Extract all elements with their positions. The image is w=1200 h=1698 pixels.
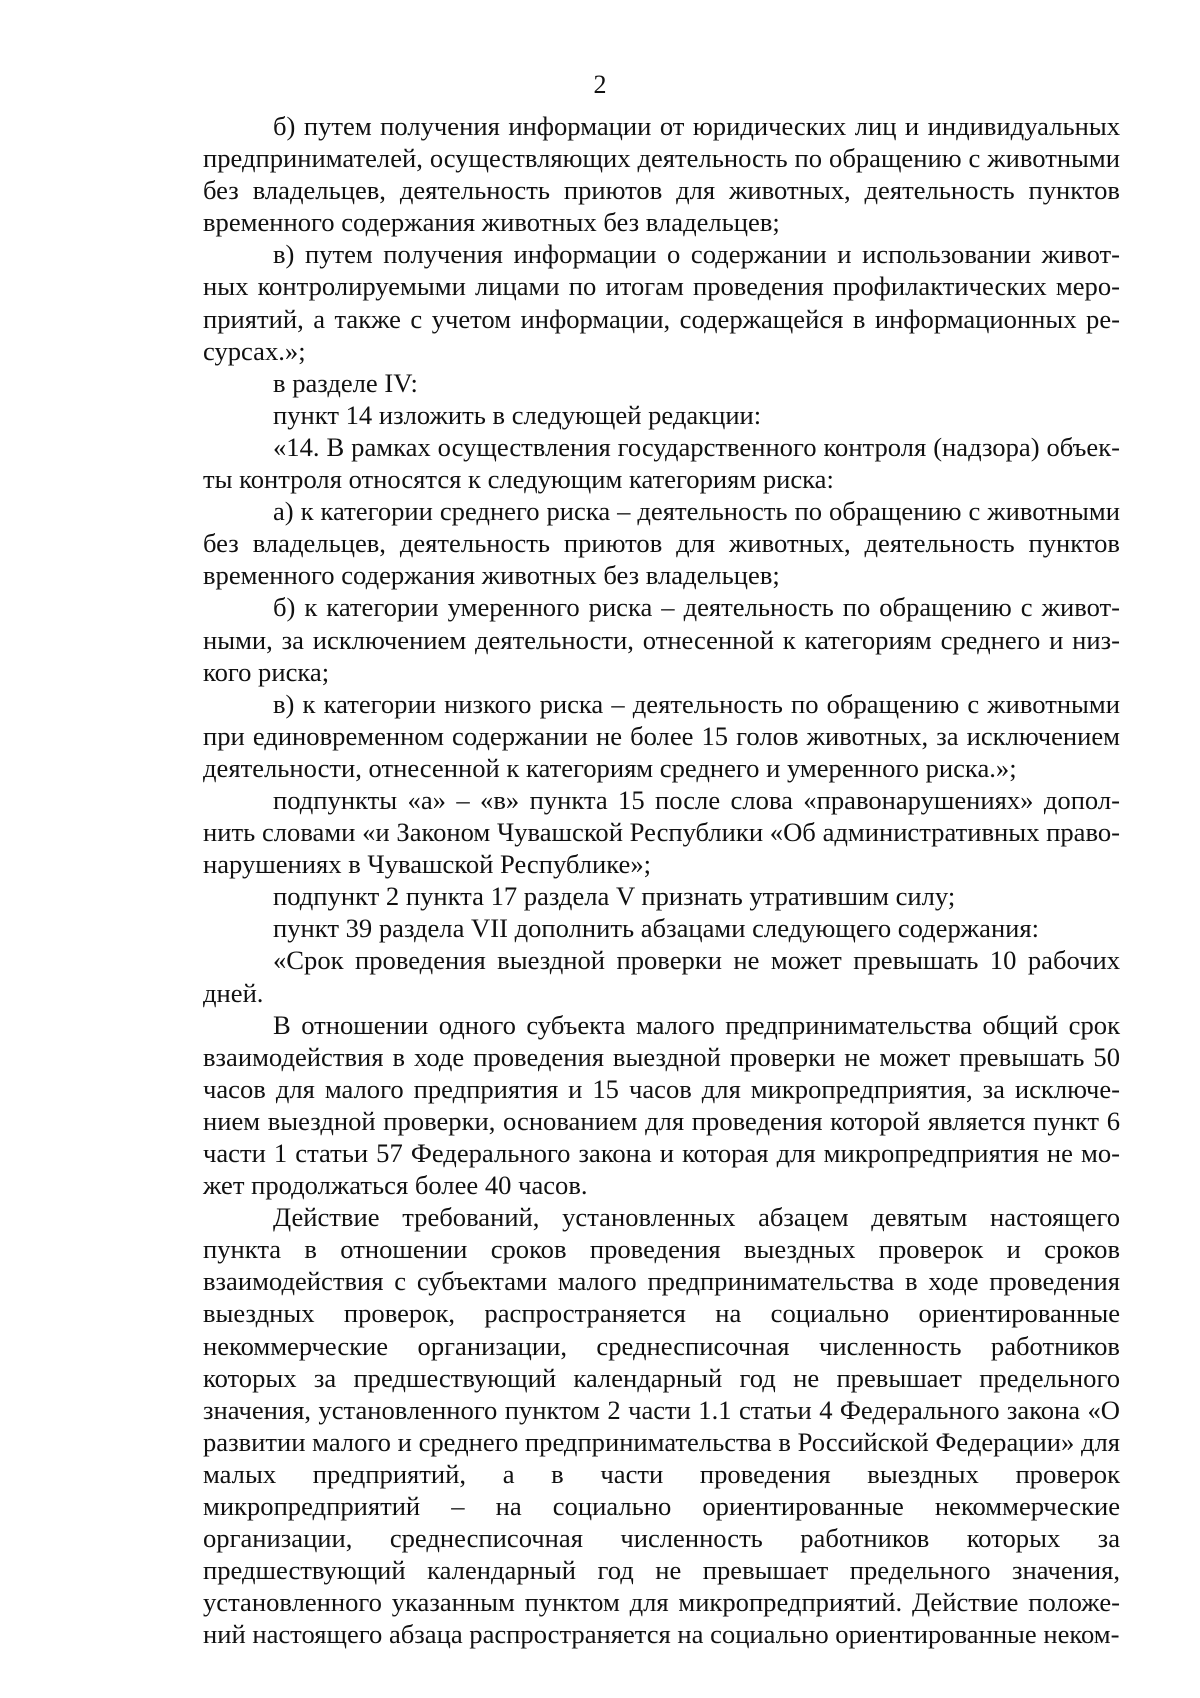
- paragraph: а) к категории среднего риска – деятельность по обращению с животными без владельцев, деятельность приютов для животных, деятельность пунктов временного содержания животных без владельцев;: [203, 496, 1120, 591]
- paragraph: В отношении одного субъекта малого предпринимательства общий срок взаимодействия в ходе проведения выездной проверки не может превышать 50 часов для малого предприятия и 15 часов для микропредприятия, за исключением выездной проверки, основанием для проведения которой является пункт 6 части 1 статьи 57 Федерального закона и которая для микропредприятия не может продолжаться более 40 часов.: [203, 1009, 1120, 1201]
- paragraph: б) путем получения информации от юридических лиц и индивидуальных предпринимателей, осуществляющих деятельность по обращению с животными без владельцев, деятельность приютов для животных, деятельность пунктов временного содержания животных без владельцев;: [203, 111, 1120, 238]
- paragraph: подпункт 2 пункта 17 раздела V признать утратившим силу;: [273, 881, 956, 912]
- paragraph: в) путем получения информации о содержании и использовании животных контролируемыми лицами по итогам проведения профилактических мероприятий, а также с учетом информации, содержащейся в информационных ресурсах.»;: [203, 239, 1120, 366]
- paragraph: «Срок проведения выездной проверки не может превышать 10 рабочих дней.: [203, 945, 1120, 1008]
- paragraph: пункт 39 раздела VII дополнить абзацами следующего содержания:: [273, 913, 1040, 944]
- paragraph: в разделе IV:: [273, 367, 418, 398]
- paragraph: пункт 14 изложить в следующей редакции:: [273, 399, 762, 430]
- paragraph: «14. В рамках осуществления государственного контроля (надзора) объекты контроля относятся к следующим категориям риска:: [203, 431, 1120, 495]
- paragraph: Действие требований, установленных абзацем девятым настоящего пункта в отношении сроков проведения выездных проверок и сроков взаимодействия с субъектами малого предпринимательства в ходе проведения выездных проверок, распространяется на социально ориентированные некоммерческие организации, среднесписочная численность работников которых за предшествующий календарный год не превышает предельного значения, установленного пунктом 2 части 1.1 статьи 4 Федерального закона «О развитии малого и среднего предпринимательства в Российской Федерации» для малых предприятий, а в части проведения выездных проверок микропредприятий – на социально ориентированные некоммерческие организации, среднесписочная численность работников которых за предшествующий календарный год не превышает предельного значения, установленного указанным пунктом для микропредприятий. Действие положений настоящего абзаца распространяется на социально ориентированные неком-: [203, 1202, 1120, 1650]
- paragraph: б) к категории умеренного риска – деятельность по обращению с животными, за исключением деятельности, отнесенной к категориям среднего и низкого риска;: [203, 592, 1120, 687]
- paragraph: в) к категории низкого риска – деятельность по обращению с животными при единовременном содержании не более 15 голов животных, за исключением деятельности, отнесенной к категориям среднего и умеренного риска.»;: [203, 688, 1120, 783]
- document-body: [203, 110, 1120, 1651]
- paragraph: подпункты «а» – «в» пункта 15 после слова «правонарушениях» дополнить словами «и Законом Чувашской Республики «Об административных правонарушениях в Чувашской Республике»;: [203, 784, 1120, 880]
- page-number: 2: [593, 70, 607, 99]
